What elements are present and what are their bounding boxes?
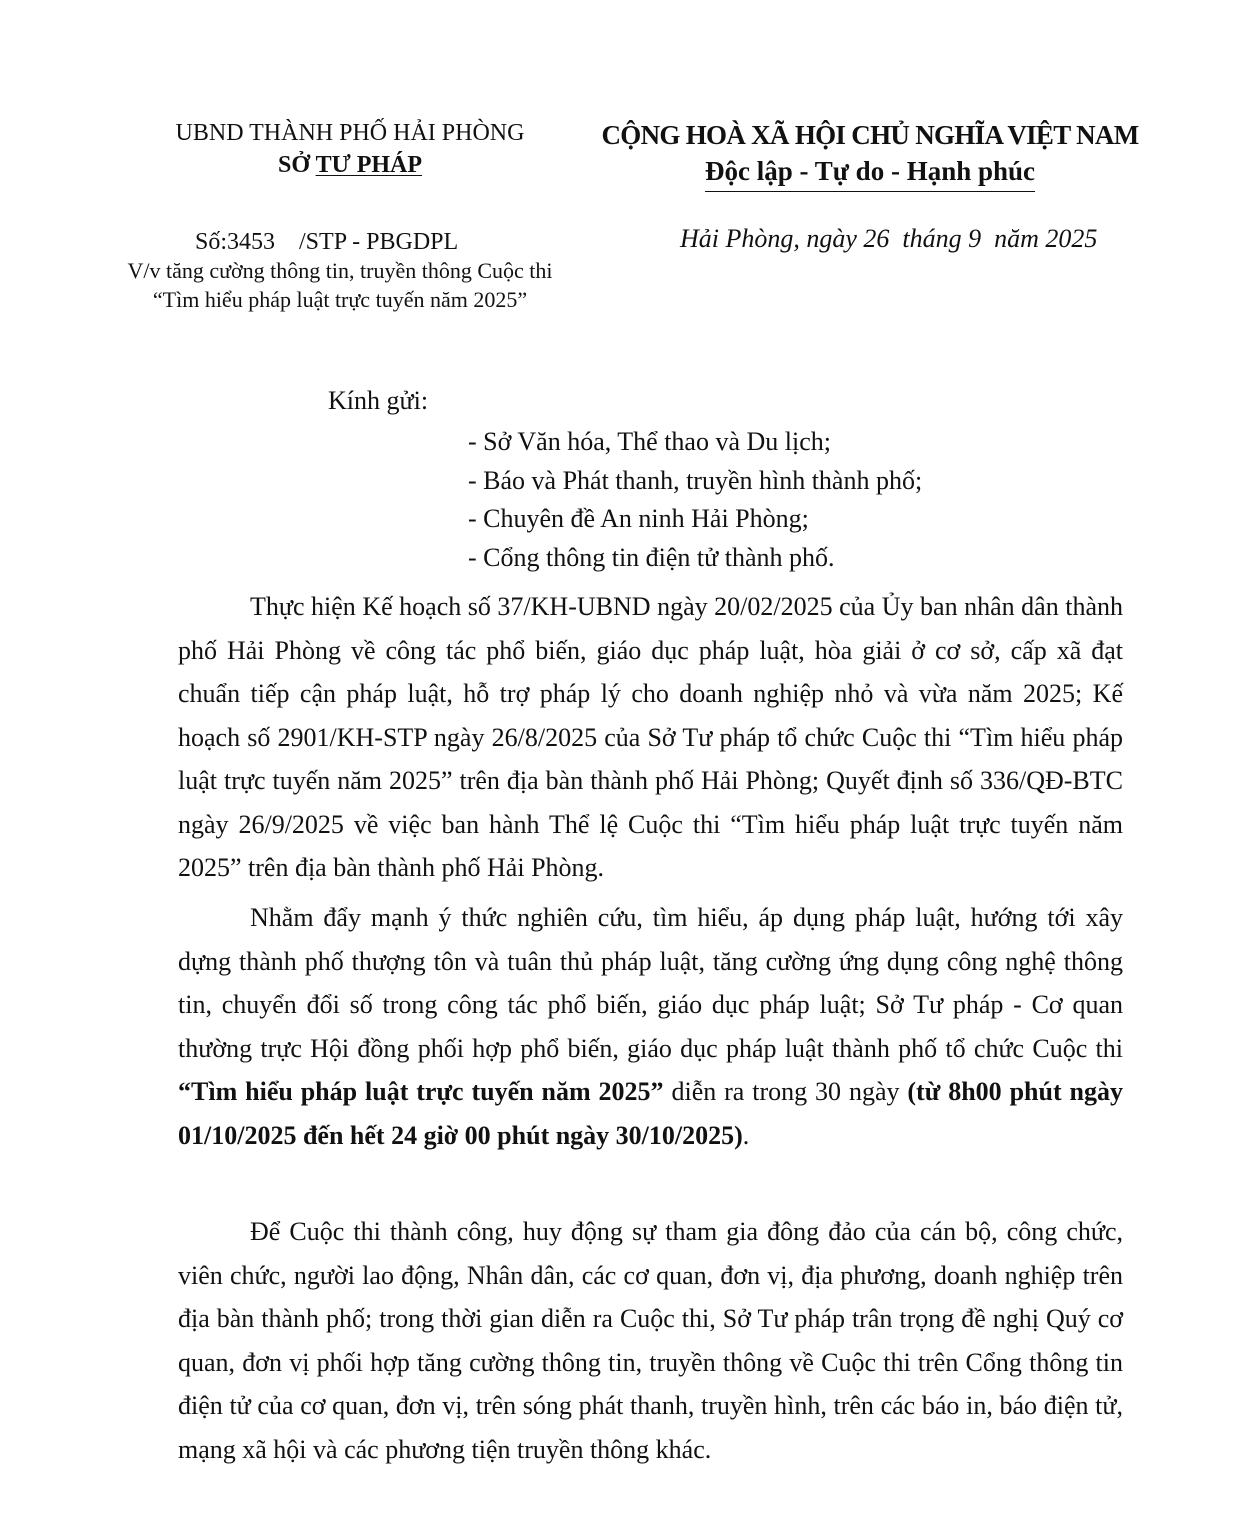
p2-period: . — [742, 1120, 750, 1150]
recipient-item: - Sở Văn hóa, Thể thao và Du lịch; — [468, 427, 831, 456]
p2-text-a: Nhằm đẩy mạnh ý thức nghiên cứu, tìm hiểu, áp dụng pháp luật, hướng tới xây dựng thành phố thượng tôn và tuân thủ pháp luật, tăng cường ứng dụng công nghệ thông tin, chuyển đổi số trong công tác phổ biến, giáo dục pháp luật; Sở Tư pháp - Cơ quan thường trực Hội đồng phối hợp phổ biến, giáo dục pháp luật thành phố tổ chức Cuộc thi — [178, 903, 1123, 1063]
department-prefix: SỞ — [277, 152, 310, 178]
department-name — [278, 149, 422, 181]
body-paragraph-2 — [178, 896, 1123, 1157]
issuing-agency-block — [100, 117, 600, 181]
recipient-item: - Cổng thông tin điện tử thành phố. — [468, 542, 835, 572]
subject-line-1: V/v tăng cường thông tin, truyền thông Cuộc thi — [127, 258, 553, 283]
nation-title: CỘNG HOÀ XÃ HỘI CHỦ NGHĨA VIỆT NAM — [601, 120, 1139, 150]
body-paragraph-3: Để Cuộc thi thành công, huy động sự tham gia đông đảo của cán bộ, công chức, viên chức, người lao động, Nhân dân, các cơ quan, đơn vị, địa phương, doanh nghiệp trên địa bàn thành phố; trong thời gian diễn ra Cuộc thi, Sở Tư pháp trân trọng đề nghị Quý cơ quan, đơn vị phối hợp tăng cường thông tin, truyền thông về Cuộc thi trên Cổng thông tin điện tử của cơ quan, đơn vị, trên sóng phát thanh, truyền hình, trên các báo in, báo điện tử, mạng xã hội và các phương tiện truyền thông khác. — [178, 1217, 1123, 1464]
document-number-text: Số:3453 /STP - PBGDPL — [195, 229, 459, 255]
national-title-block — [590, 117, 1150, 192]
national-motto: Độc lập - Tự do - Hạnh phúc — [705, 153, 1035, 192]
subject-line-2: “Tìm hiểu pháp luật trực tuyến năm 2025” — [152, 287, 528, 312]
date-text: Hải Phòng, ngày 26 tháng 9 năm 2025 — [680, 224, 1098, 253]
department-rest: TƯ PHÁP — [315, 152, 423, 178]
document-subject — [60, 256, 620, 314]
recipients-label: Kính gửi: — [328, 386, 429, 415]
body-paragraph-1: Thực hiện Kế hoạch số 37/KH-UBND ngày 20/02/2025 của Ủy ban nhân dân thành phố Hải Phòng về công tác phổ biến, giáo dục pháp luật, hòa giải ở cơ sở, cấp xã đạt chuẩn tiếp cận pháp luật, hỗ trợ pháp lý cho doanh nghiệp nhỏ và vừa năm 2025; Kế hoạch số 2901/KH-STP ngày 26/8/2025 của Sở Tư pháp tổ chức Cuộc thi “Tìm hiểu pháp luật trực tuyến năm 2025” trên địa bàn thành phố Hải Phòng; Quyết định số 336/QĐ-BTC ngày 26/9/2025 về việc ban hành Thể lệ Cuộc thi “Tìm hiểu pháp luật trực tuyến năm 2025” trên địa bàn thành phố Hải Phòng. — [178, 592, 1123, 882]
p2-duration: (từ 8h00 phút ngày 01/10/2025 đến hết 24 giờ 00 phút ngày 30/10/2025) — [178, 1077, 1123, 1150]
recipients-list — [468, 423, 922, 577]
document-number — [195, 227, 458, 257]
recipient-item: - Chuyên đề An ninh Hải Phòng; — [468, 504, 809, 533]
date-line — [680, 222, 1097, 256]
p2-contest-name: “Tìm hiểu pháp luật trực tuyến năm 2025” — [178, 1077, 664, 1106]
p2-text-c: diễn ra trong 30 ngày — [671, 1077, 900, 1106]
agency-name: UBND THÀNH PHỐ HẢI PHÒNG — [175, 120, 525, 146]
recipient-item: - Báo và Phát thanh, truyền hình thành phố; — [468, 465, 923, 495]
